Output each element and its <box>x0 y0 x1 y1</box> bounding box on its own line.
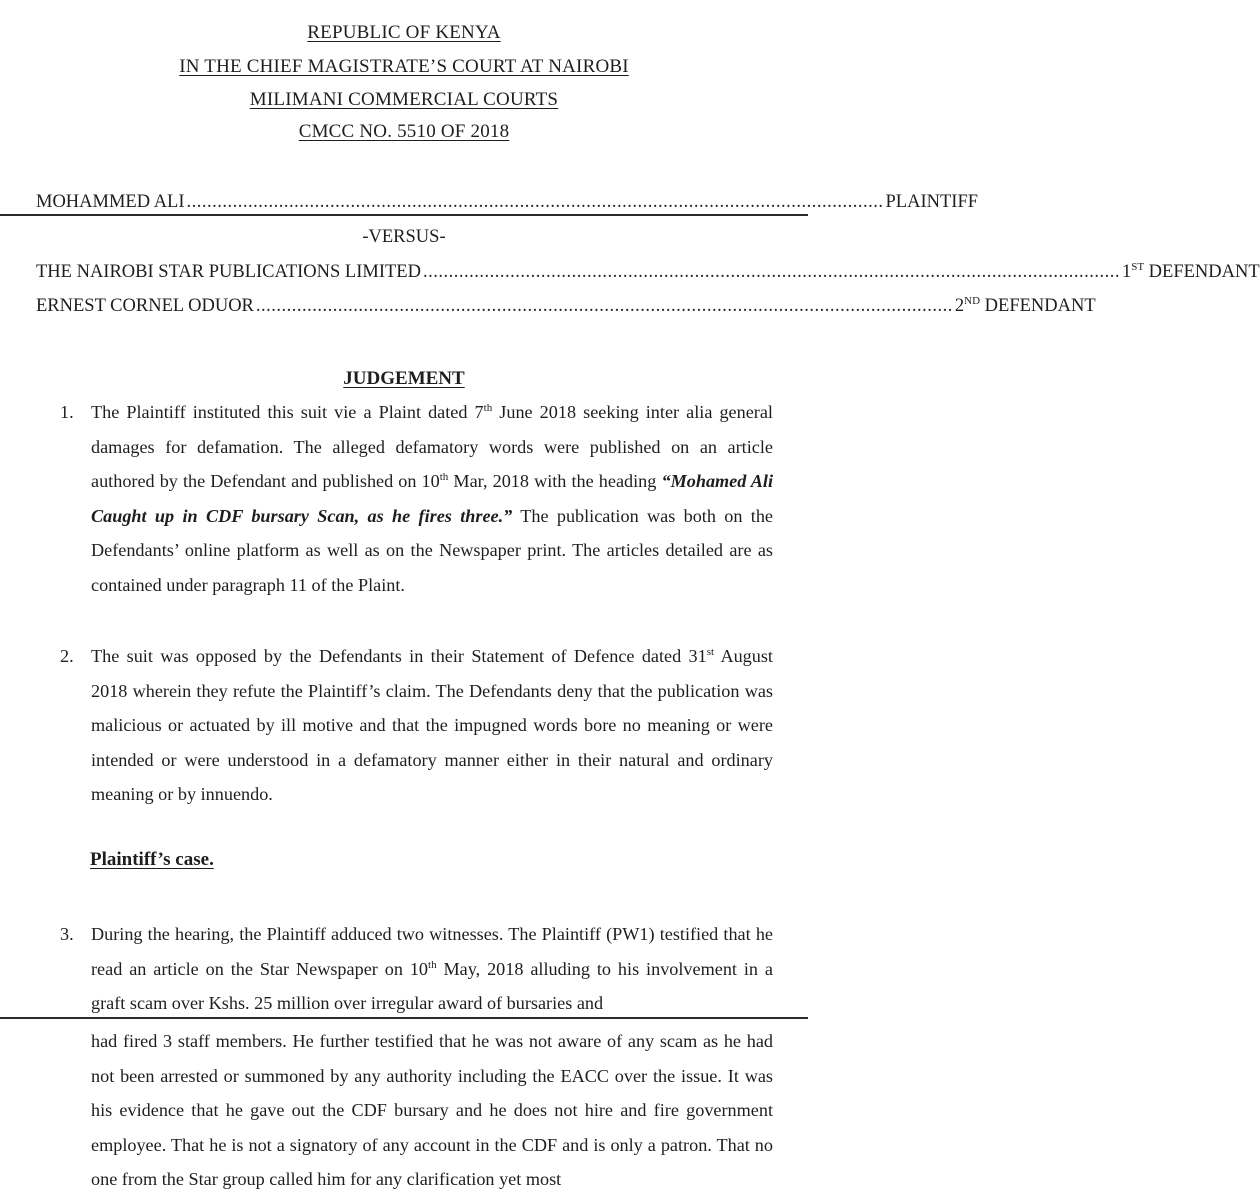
defendant-2-role-label: DEFENDANT <box>984 296 1096 317</box>
paragraph-3-text-c: had fired 3 staff members. He further testified that he was not aware of any scam as he had not been arrested or summoned by any authority including the EACC over the issue. It was his evidence that he gave out the CDF bursary and he does not hire and fire government employee. That he is not a signatory of any account in the CDF and is only a patron. That no one from the Star group called him for any clarification yet most <box>91 1031 773 1189</box>
header-case-number: CMCC NO. 5510 OF 2018 <box>298 121 510 142</box>
paragraph-1-number: 1. <box>60 402 74 422</box>
paragraph-3-text-b: May, 2018 alluding to his involvement in a graft scam over Kshs. 25 million over irregular award of bursaries and <box>91 958 773 1013</box>
header-court: IN THE CHIEF MAGISTRATE’S COURT AT NAIROBI <box>179 56 629 77</box>
plaintiffs-case-heading: Plaintiff’s case. <box>90 849 214 870</box>
paragraph-3-part-2 <box>91 1024 773 1197</box>
defendant-1-line <box>36 261 1260 283</box>
header-country: REPUBLIC OF KENYA <box>307 22 501 43</box>
paragraph-2-sup-a: st <box>706 645 715 658</box>
leader-dots: ........................................................................................................................................ <box>255 296 953 317</box>
paragraph-3-text-a: During the hearing, the Plaintiff adduced two witnesses. The Plaintiff (PW1) testified that he read an article on the Star Newspaper on 10 <box>91 924 773 979</box>
paragraph-1-sup-b: th <box>439 470 449 483</box>
defendant-2-ordinal: 2 <box>954 296 965 317</box>
paragraph-2-text-a: The suit was opposed by the Defendants in their Statement of Defence dated 31 <box>91 646 707 666</box>
defendant-1-ordinal: 1 <box>1121 262 1132 283</box>
paragraph-1-text-d: The publication was both on the Defendants’ online platform as well as on the Newspaper print. The articles detailed are as contained under paragraph 11 of the Plaint. <box>91 505 773 595</box>
defendant-2-line <box>36 295 1096 317</box>
plaintiff-role: PLAINTIFF <box>885 192 979 212</box>
leader-dots: ........................................................................................................................................ <box>186 192 884 212</box>
defendant-1-name: THE NAIROBI STAR PUBLICATIONS LIMITED <box>36 262 421 283</box>
leader-dots: ........................................................................................................................................ <box>422 262 1120 283</box>
paragraph-3-number: 3. <box>60 924 74 944</box>
paragraph-1-text-b: June 2018 seeking inter alia general damages for defamation. The alleged defamatory words were published on an article authored by the Defendant and published on 10 <box>91 402 773 491</box>
plaintiff-line <box>36 192 979 213</box>
paragraph-2-text-b: August 2018 wherein they refute the Plaintiff’s claim. The Defendants deny that the publication was malicious or actuated by ill motive and that the impugned words bore no meaning or were intended or were understood in a defamatory manner either in their natural and ordinary meaning or by innuendo. <box>91 646 773 804</box>
paragraph-3-part-1 <box>91 917 773 1021</box>
defendant-2-name: ERNEST CORNEL ODUOR <box>36 296 254 317</box>
defendant-1-role <box>1122 261 1260 283</box>
paragraph-2-number: 2. <box>60 646 74 666</box>
article-heading-quote: “Mohamed Ali Caught up in CDF bursary Scan, as he fires three.” <box>91 471 773 526</box>
paragraph-1-text-c: Mar, 2018 with the heading <box>448 471 662 491</box>
paragraph-2 <box>91 639 773 812</box>
paragraph-1 <box>91 395 773 602</box>
plaintiff-name: MOHAMMED ALI <box>36 192 185 212</box>
judgement-title: JUDGEMENT <box>343 368 465 389</box>
defendant-2-ordinal-suffix: ND <box>964 295 981 307</box>
versus-label: -VERSUS- <box>362 227 446 247</box>
defendant-1-ordinal-suffix: ST <box>1131 261 1145 273</box>
defendant-1-role-label: DEFENDANT <box>1148 262 1260 283</box>
paragraph-1-text-a: The Plaintiff instituted this suit vie a Plaint dated 7 <box>91 402 484 422</box>
defendant-2-role <box>955 295 1096 317</box>
paragraph-3-sup-a: th <box>428 958 437 971</box>
scan-fold-line-bottom <box>0 1017 808 1019</box>
paragraph-1-sup-a: th <box>483 401 493 414</box>
scan-fold-line-top <box>0 214 808 216</box>
header-division: MILIMANI COMMERCIAL COURTS <box>249 89 559 110</box>
